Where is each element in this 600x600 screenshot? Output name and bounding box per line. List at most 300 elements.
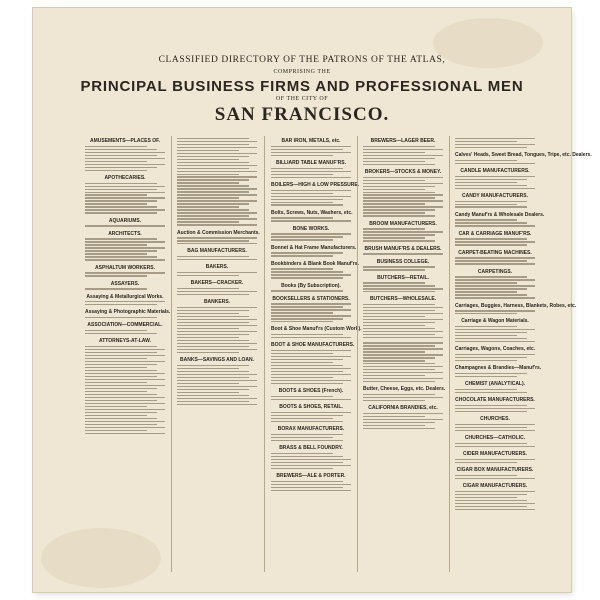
listing-line	[363, 186, 435, 187]
listing-line	[363, 366, 443, 367]
listing-line	[85, 241, 165, 242]
listing-line	[85, 197, 165, 198]
listing-line	[177, 221, 239, 222]
listing-line	[271, 337, 351, 338]
directory-section	[271, 181, 360, 206]
listing-line	[455, 276, 527, 277]
directory-city: SAN FRANCISCO.	[214, 104, 390, 125]
listing-line	[363, 310, 435, 311]
listing-line	[271, 155, 333, 156]
listing-line	[271, 453, 333, 454]
listing-line	[85, 209, 165, 210]
listing-line	[271, 371, 343, 372]
directory-section	[271, 210, 351, 222]
listing-line	[455, 238, 527, 239]
listing-line	[455, 408, 535, 409]
section-title: CARPET-BEATING MACHINES.	[458, 249, 532, 256]
listing-line	[271, 418, 333, 419]
listing-line	[177, 340, 249, 341]
section-title: CAR & CARRIAGE MANUF'RS.	[458, 230, 532, 237]
section-title: BOILERS—HIGH & LOW PRESSURE.	[271, 181, 360, 188]
listing-line	[177, 194, 257, 195]
listing-line	[177, 374, 257, 375]
listing-line	[177, 185, 249, 186]
section-title: Assaying & Metallurgical Works.	[86, 293, 164, 300]
directory-section	[271, 138, 351, 156]
listing-line	[363, 394, 435, 395]
listing-line	[271, 440, 343, 441]
listing-line	[363, 215, 435, 216]
listing-line	[363, 212, 425, 213]
listing-line	[177, 365, 249, 366]
listing-line	[177, 203, 249, 204]
listing-line	[363, 155, 443, 156]
listing-line	[85, 424, 157, 425]
listing-line	[455, 357, 527, 358]
section-title: ATTORNEYS-AT-LAW.	[99, 338, 151, 345]
directory-title: CLASSIFIED DIRECTORY OF THE PATRONS OF THE ATLAS,	[158, 55, 446, 65]
listing-line	[177, 215, 249, 216]
directory-section	[455, 168, 535, 189]
listing-line	[455, 389, 517, 390]
listing-line	[363, 203, 425, 204]
section-title: BOOTS & SHOES, RETAIL.	[279, 404, 343, 411]
directory-section	[271, 445, 351, 469]
listing-line	[363, 161, 425, 162]
directory-section	[363, 386, 446, 401]
listing-line	[271, 146, 351, 147]
listing-line	[271, 481, 343, 482]
listing-line	[363, 419, 443, 420]
directory-subtitle: COMPRISING THE	[273, 69, 331, 75]
section-title: CIGAR BOX MANUFACTURERS.	[456, 467, 534, 474]
listing-line	[455, 446, 535, 447]
directory-section	[363, 342, 443, 382]
listing-line	[271, 374, 351, 375]
listing-line	[363, 146, 435, 147]
listing-line	[85, 256, 157, 257]
listing-line	[85, 421, 165, 422]
listing-line	[271, 434, 343, 435]
listing-line	[177, 153, 257, 154]
listing-line	[85, 152, 165, 153]
section-title: BUSINESS COLLEGE.	[376, 258, 430, 265]
listing-line	[455, 491, 535, 492]
listing-line	[271, 368, 351, 369]
listing-line	[177, 275, 239, 276]
listing-line	[85, 433, 165, 434]
section-title: ARCHITECTS.	[108, 230, 142, 237]
listing-line	[85, 161, 147, 162]
listing-line	[363, 357, 435, 358]
listing-line	[177, 377, 249, 378]
listing-line	[455, 263, 535, 264]
directory-section	[85, 322, 165, 334]
listing-line	[177, 237, 257, 238]
listing-line	[363, 231, 443, 232]
listing-line	[455, 297, 535, 298]
directory-section	[85, 231, 165, 261]
listing-line	[455, 509, 535, 510]
section-title: BRUSH MANUF'RS & DEALERS.	[364, 245, 442, 252]
section-title: BAR IRON, METALS, etc.	[281, 138, 341, 144]
listing-line	[455, 326, 517, 327]
listing-line	[177, 392, 239, 393]
listing-line	[85, 200, 157, 201]
section-title: Boot & Shoe Manuf'rs (Custom Work).	[271, 326, 362, 333]
section-title: Auction & Commission Merchants.	[177, 229, 260, 236]
directory-section	[177, 264, 257, 276]
listing-line	[271, 421, 343, 422]
listing-line	[363, 285, 435, 286]
listing-line	[85, 194, 147, 195]
listing-line	[455, 179, 527, 180]
listing-line	[363, 177, 443, 178]
listing-line	[455, 332, 527, 333]
directory-section	[455, 365, 542, 377]
directory-section	[455, 397, 535, 412]
listing-line	[85, 400, 157, 401]
listing-line	[177, 352, 239, 353]
listing-line	[177, 200, 257, 201]
directory-section	[177, 229, 260, 245]
listing-line	[455, 288, 527, 289]
listing-line	[363, 237, 425, 238]
listing-line	[271, 168, 343, 169]
listing-line	[85, 364, 157, 365]
directory-section	[455, 416, 535, 431]
listing-line	[455, 138, 535, 139]
listing-line	[85, 370, 157, 371]
listing-line	[363, 422, 435, 423]
listing-line	[177, 380, 257, 381]
directory-section	[455, 467, 535, 479]
listing-line	[363, 397, 443, 398]
listing-line	[363, 158, 435, 159]
listing-line	[271, 487, 343, 488]
listing-line	[85, 382, 147, 383]
section-title: BONE WORKS.	[292, 225, 330, 232]
listing-line	[455, 478, 535, 479]
directory-section	[455, 250, 535, 265]
section-title: Bolts, Screws, Nuts, Washers, etc.	[271, 209, 353, 216]
listing-line	[363, 234, 435, 235]
listing-line	[363, 319, 443, 320]
listing-line	[271, 177, 351, 178]
listing-line	[177, 259, 257, 260]
listing-line	[271, 268, 333, 269]
directory-section	[177, 299, 257, 353]
directory-section	[455, 302, 577, 315]
listing-line	[177, 165, 257, 166]
section-title: APOTHECARIES.	[104, 174, 146, 181]
listing-line	[455, 201, 527, 202]
listing-line	[455, 500, 527, 501]
listing-line	[271, 396, 333, 397]
listing-line	[85, 361, 165, 362]
listing-line	[85, 206, 157, 207]
listing-line	[271, 350, 351, 351]
section-title: BANKS—SAVINGS AND LOAN.	[180, 357, 254, 364]
listing-line	[271, 193, 333, 194]
listing-line	[177, 243, 257, 244]
listing-line	[85, 373, 165, 374]
section-title: BROKERS—STOCKS & MONEY.	[364, 168, 442, 175]
listing-line	[85, 394, 157, 395]
listing-line	[85, 317, 157, 318]
section-title: BAKERS.	[205, 264, 229, 271]
listing-line	[363, 334, 435, 335]
listing-line	[85, 288, 147, 289]
listing-line	[455, 147, 527, 148]
directory-section	[455, 138, 535, 148]
column-divider	[264, 136, 265, 572]
listing-line	[363, 149, 443, 150]
listing-line	[271, 171, 351, 172]
listing-line	[271, 277, 343, 278]
listing-line	[363, 378, 443, 379]
section-title: BREWERS—LAGER BEER.	[370, 138, 436, 144]
section-title: Bonnet & Hat Frame Manufacturers.	[271, 244, 357, 251]
listing-line	[455, 443, 527, 444]
listing-line	[271, 236, 343, 237]
listing-line	[177, 240, 249, 241]
directory-section	[271, 283, 351, 292]
listing-line	[455, 360, 517, 361]
directory-section	[455, 193, 535, 208]
listing-line	[363, 180, 425, 181]
section-title: Calves' Heads, Sweet Bread, Tongues, Tripe, etc. Dealers.	[455, 151, 592, 158]
listing-line	[363, 369, 435, 370]
listing-line	[85, 385, 165, 386]
listing-line	[177, 334, 249, 335]
section-title: ASSOCIATION—COMMERCIAL.	[87, 322, 163, 329]
listing-line	[455, 185, 527, 186]
section-title: AMUSEMENTS—PLACES OF.	[89, 138, 160, 144]
listing-line	[85, 376, 157, 377]
directory-section	[271, 260, 359, 279]
directory-section	[363, 138, 443, 165]
listing-line	[177, 171, 257, 172]
listing-line	[271, 274, 351, 275]
section-title: Assaying & Photographic Materials.	[85, 309, 171, 316]
directory-section	[271, 426, 351, 441]
listing-line	[271, 306, 343, 307]
listing-line	[85, 301, 165, 302]
listing-line	[455, 294, 527, 295]
listing-line	[271, 490, 351, 491]
listing-line	[455, 506, 527, 507]
listing-line	[455, 285, 535, 286]
directory-section	[177, 248, 257, 260]
listing-line	[455, 260, 527, 261]
listing-line	[271, 415, 343, 416]
directory-section	[85, 281, 165, 290]
listing-line	[85, 349, 165, 350]
listing-line	[455, 160, 517, 161]
listing-line	[271, 239, 333, 240]
directory-column-5	[455, 136, 592, 572]
directory-columns	[85, 136, 592, 572]
listing-line	[177, 256, 249, 257]
directory-section	[455, 435, 535, 447]
listing-line	[85, 330, 147, 331]
listing-line	[271, 362, 333, 363]
listing-line	[271, 468, 333, 469]
section-title: CALIFORNIA BRANDIES, etc.	[368, 405, 438, 412]
listing-line	[85, 155, 157, 156]
listing-line	[85, 406, 147, 407]
listing-line	[85, 415, 147, 416]
listing-line	[177, 316, 249, 317]
listing-line	[455, 313, 517, 314]
directory-section	[85, 265, 165, 277]
listing-line	[455, 241, 535, 242]
directory-section	[363, 169, 443, 217]
section-title: CHOCOLATE MANUFACTURERS.	[455, 397, 535, 404]
listing-line	[85, 238, 157, 239]
listing-line	[455, 291, 517, 292]
listing-line	[85, 379, 165, 380]
listing-line	[85, 355, 165, 356]
listing-line	[271, 399, 351, 400]
listing-line	[363, 282, 425, 283]
directory-column-4	[363, 136, 446, 572]
listing-line	[177, 156, 249, 157]
listing-line	[363, 400, 425, 401]
listing-line	[177, 141, 257, 142]
directory-section	[85, 338, 165, 434]
listing-line	[177, 337, 239, 338]
listing-line	[363, 413, 443, 414]
listing-line	[85, 352, 157, 353]
listing-line	[271, 312, 333, 313]
listing-line	[85, 158, 165, 159]
listing-line	[363, 304, 435, 305]
listing-line	[363, 416, 425, 417]
listing-line	[363, 345, 435, 346]
listing-line	[455, 494, 527, 495]
directory-section	[363, 296, 443, 338]
listing-line	[363, 322, 435, 323]
listing-line	[363, 209, 435, 210]
listing-line	[271, 233, 351, 234]
directory-section	[363, 246, 443, 255]
listing-line	[455, 188, 535, 189]
section-title: Butter, Cheese, Eggs, etc. Dealers.	[363, 386, 446, 393]
listing-line	[85, 412, 157, 413]
listing-line	[85, 403, 165, 404]
listing-line	[363, 375, 425, 376]
section-title: BROOM MANUFACTURERS.	[369, 220, 437, 227]
directory-section	[85, 138, 165, 171]
listing-line	[177, 168, 249, 169]
listing-line	[363, 360, 425, 361]
listing-line	[177, 144, 249, 145]
directory-section	[363, 259, 443, 271]
listing-line	[363, 269, 425, 270]
listing-line	[271, 321, 333, 322]
listing-line	[455, 206, 527, 207]
listing-line	[363, 194, 443, 195]
listing-line	[363, 428, 435, 429]
directory-section	[177, 357, 257, 405]
listing-line	[455, 225, 535, 226]
listing-line	[363, 425, 425, 426]
listing-line	[363, 240, 435, 241]
listing-line	[85, 189, 157, 190]
section-title: BRASS & BELL FOUNDRY.	[279, 445, 343, 452]
listing-line	[455, 376, 517, 377]
section-title: ASPHALTUM WORKERS.	[95, 264, 155, 271]
listing-line	[271, 217, 333, 218]
directory-section	[455, 318, 535, 342]
directory-column-2	[177, 136, 260, 572]
listing-line	[363, 348, 443, 349]
listing-line	[455, 282, 517, 283]
listing-line	[85, 192, 165, 193]
listing-line	[455, 163, 535, 164]
listing-line	[177, 371, 249, 372]
listing-line	[363, 328, 435, 329]
listing-line	[363, 342, 443, 343]
listing-line	[177, 346, 249, 347]
directory-section	[455, 483, 535, 510]
listing-line	[363, 253, 443, 254]
section-title: AQUARIUMS.	[108, 217, 142, 224]
directory-section	[177, 280, 257, 295]
listing-line	[455, 503, 535, 504]
section-title: Candy Manuf'rs & Wholesale Dealers.	[455, 211, 545, 218]
listing-line	[177, 288, 239, 289]
listing-line	[177, 218, 257, 219]
listing-line	[177, 224, 257, 225]
listing-line	[455, 405, 527, 406]
listing-line	[177, 322, 249, 323]
listing-line	[271, 149, 343, 150]
atlas-page	[33, 8, 592, 592]
listing-line	[363, 192, 435, 193]
listing-line	[177, 174, 239, 175]
directory-column-3	[271, 136, 362, 572]
listing-line	[85, 304, 157, 305]
directory-section	[271, 326, 362, 338]
listing-line	[271, 318, 343, 319]
listing-line	[271, 437, 333, 438]
directory-section	[271, 404, 351, 422]
listing-line	[271, 199, 343, 200]
listing-line	[177, 206, 239, 207]
listing-line	[271, 196, 351, 197]
listing-line	[177, 197, 239, 198]
listing-line	[85, 146, 147, 147]
listing-line	[271, 412, 351, 413]
listing-line	[455, 338, 527, 339]
listing-line	[455, 373, 527, 374]
section-title: CIGAR MANUFACTURERS.	[462, 483, 528, 490]
directory-section	[85, 175, 165, 214]
listing-line	[85, 149, 157, 150]
listing-line	[271, 271, 343, 272]
listing-line	[271, 465, 351, 466]
listing-line	[85, 253, 147, 254]
listing-line	[177, 395, 249, 396]
listing-line	[85, 346, 157, 347]
listing-line	[177, 272, 257, 273]
listing-line	[363, 197, 435, 198]
listing-line	[455, 430, 535, 431]
directory-heading: PRINCIPAL BUSINESS FIRMS AND PROFESSIONAL MEN	[80, 78, 524, 95]
